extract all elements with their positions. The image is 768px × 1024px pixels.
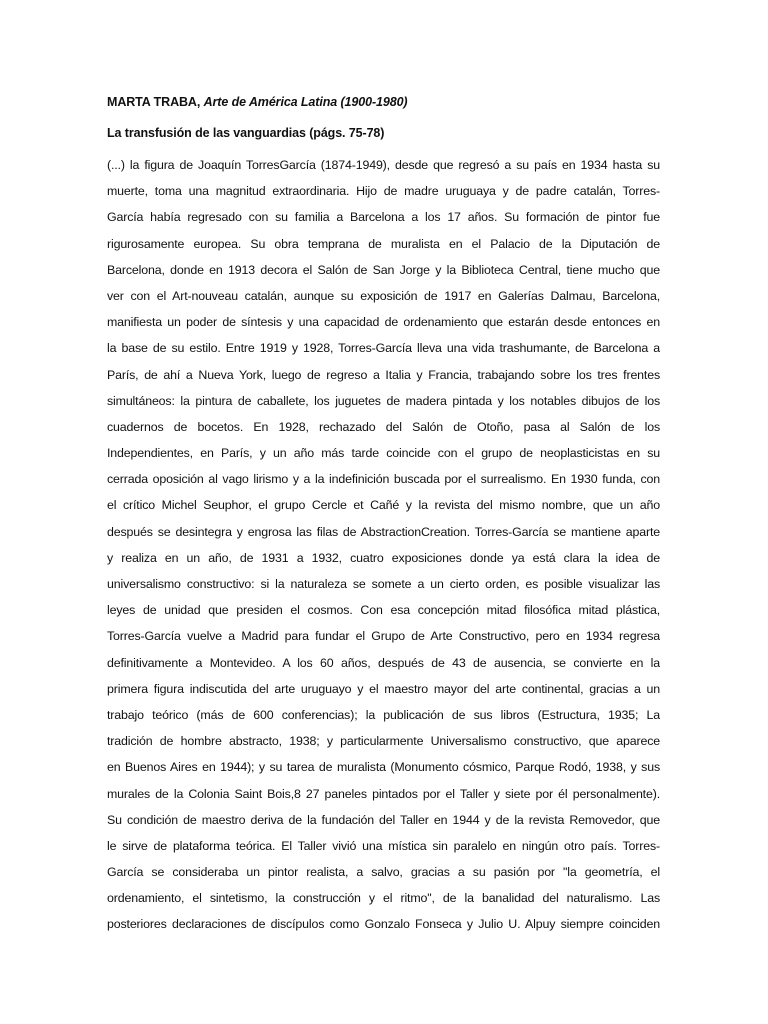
- text-line: Su condición de maestro deriva de la fundación del Taller en 1944 y de la revista Removedor, que: [107, 812, 660, 827]
- text-line: y realiza en un año, de 1931 a 1932, cuatro exposiciones donde ya está clara la idea de: [107, 550, 660, 565]
- author-name: MARTA TRABA,: [107, 95, 201, 109]
- text-line: posteriores declaraciones de discípulos como Gonzalo Fonseca y Julio U. Alpuy siempre coinciden: [107, 917, 660, 932]
- text-line: manifiesta un poder de síntesis y una capacidad de ordenamiento que estarán desde entonces en: [107, 315, 660, 330]
- text-line: en Buenos Aires en 1944); y su tarea de muralista (Monumento cósmico, Parque Rodó, 1938, y sus: [107, 760, 660, 775]
- text-line: García había regresado con su familia a Barcelona a los 17 años. Su formación de pintor fue: [107, 210, 660, 225]
- text-line: la base de su estilo. Entre 1919 y 1928, Torres-García lleva una vida trashumante, de Barcelona a: [107, 341, 660, 356]
- text-line: el crítico Michel Seuphor, el grupo Cercle et Cañé y la revista del mismo nombre, que un año: [107, 498, 660, 513]
- section-title: La transfusión de las vanguardias (págs. 75-78): [107, 126, 385, 140]
- text-line: después se desintegra y engrosa las filas de AbstractionCreation. Torres-García se mantiene aparte: [107, 524, 660, 539]
- text-line: leyes de unidad que presiden el cosmos. Con esa concepción mitad filosófica mitad plástica,: [107, 603, 660, 618]
- text-line: ver con el Art-nouveau catalán, aunque su exposición de 1917 en Galerías Dalmau, Barcelona,: [107, 288, 660, 303]
- text-line: (...) la figura de Joaquín TorresGarcía (1874-1949), desde que regresó a su país en 1934 hasta su: [107, 158, 660, 172]
- text-line: París, de ahí a Nueva York, luego de regreso a Italia y Francia, trabajando sobre los tres frentes: [107, 367, 660, 382]
- text-line: trabajo teórico (más de 600 conferencias); la publicación de sus libros (Estructura, 1935; La: [107, 707, 660, 722]
- text-line: le sirve de plataforma teórica. El Taller vivió una mística sin paralelo en ningún otro país. Torres-: [107, 838, 660, 853]
- book-title: Arte de América Latina (1900-1980): [203, 95, 408, 109]
- text-line: rigurosamente europea. Su obra temprana de muralista en el Palacio de la Diputación de: [107, 236, 660, 251]
- text-line: cuadernos de bocetos. En 1928, rechazado del Salón de Otoño, pasa al Salón de los: [107, 419, 660, 434]
- text-line: primera figura indiscutida del arte uruguayo y el maestro mayor del arte continental, gracias a un: [107, 681, 660, 696]
- text-line: universalismo constructivo: si la naturaleza se somete a un cierto orden, es posible visualizar las: [107, 577, 660, 591]
- text-line: Barcelona, donde en 1913 decora el Salón de San Jorge y la Biblioteca Central, tiene mucho que: [107, 262, 660, 277]
- text-line: simultáneos: la pintura de caballete, los juguetes de madera pintada y los notables dibujos de los: [107, 393, 660, 408]
- text-line: definitivamente a Montevideo. A los 60 años, después de 43 de ausencia, se convierte en la: [107, 655, 660, 670]
- text-line: muerte, toma una magnitud extraordinaria. Hijo de madre uruguaya y de padre catalán, Torres-: [107, 184, 660, 199]
- text-line: Independientes, en París, y un año más tarde coincide con el grupo de neoplasticistas en su: [107, 446, 660, 461]
- text-line: cerrada oposición al vago lirismo y a la indefinición buscada por el surrealismo. En 1930 funda, con: [107, 472, 660, 487]
- body-paragraph: [107, 152, 660, 938]
- text-line: García se consideraba un pintor realista, a salvo, gracias a su pasión por "la geometría, el: [107, 865, 660, 880]
- author-heading: [107, 95, 667, 109]
- text-line: Torres-García vuelve a Madrid para fundar el Grupo de Arte Constructivo, pero en 1934 regresa: [107, 629, 660, 644]
- text-line: murales de la Colonia Saint Bois,8 27 paneles pintados por el Taller y siete por él personalmente).: [107, 786, 660, 801]
- text-line: ordenamiento, el sintetismo, la construcción y el ritmo", de la banalidad del naturalismo. Las: [107, 891, 660, 906]
- text-line: tradición de hombre abstracto, 1938; y particularmente Universalismo constructivo, que aparece: [107, 734, 660, 749]
